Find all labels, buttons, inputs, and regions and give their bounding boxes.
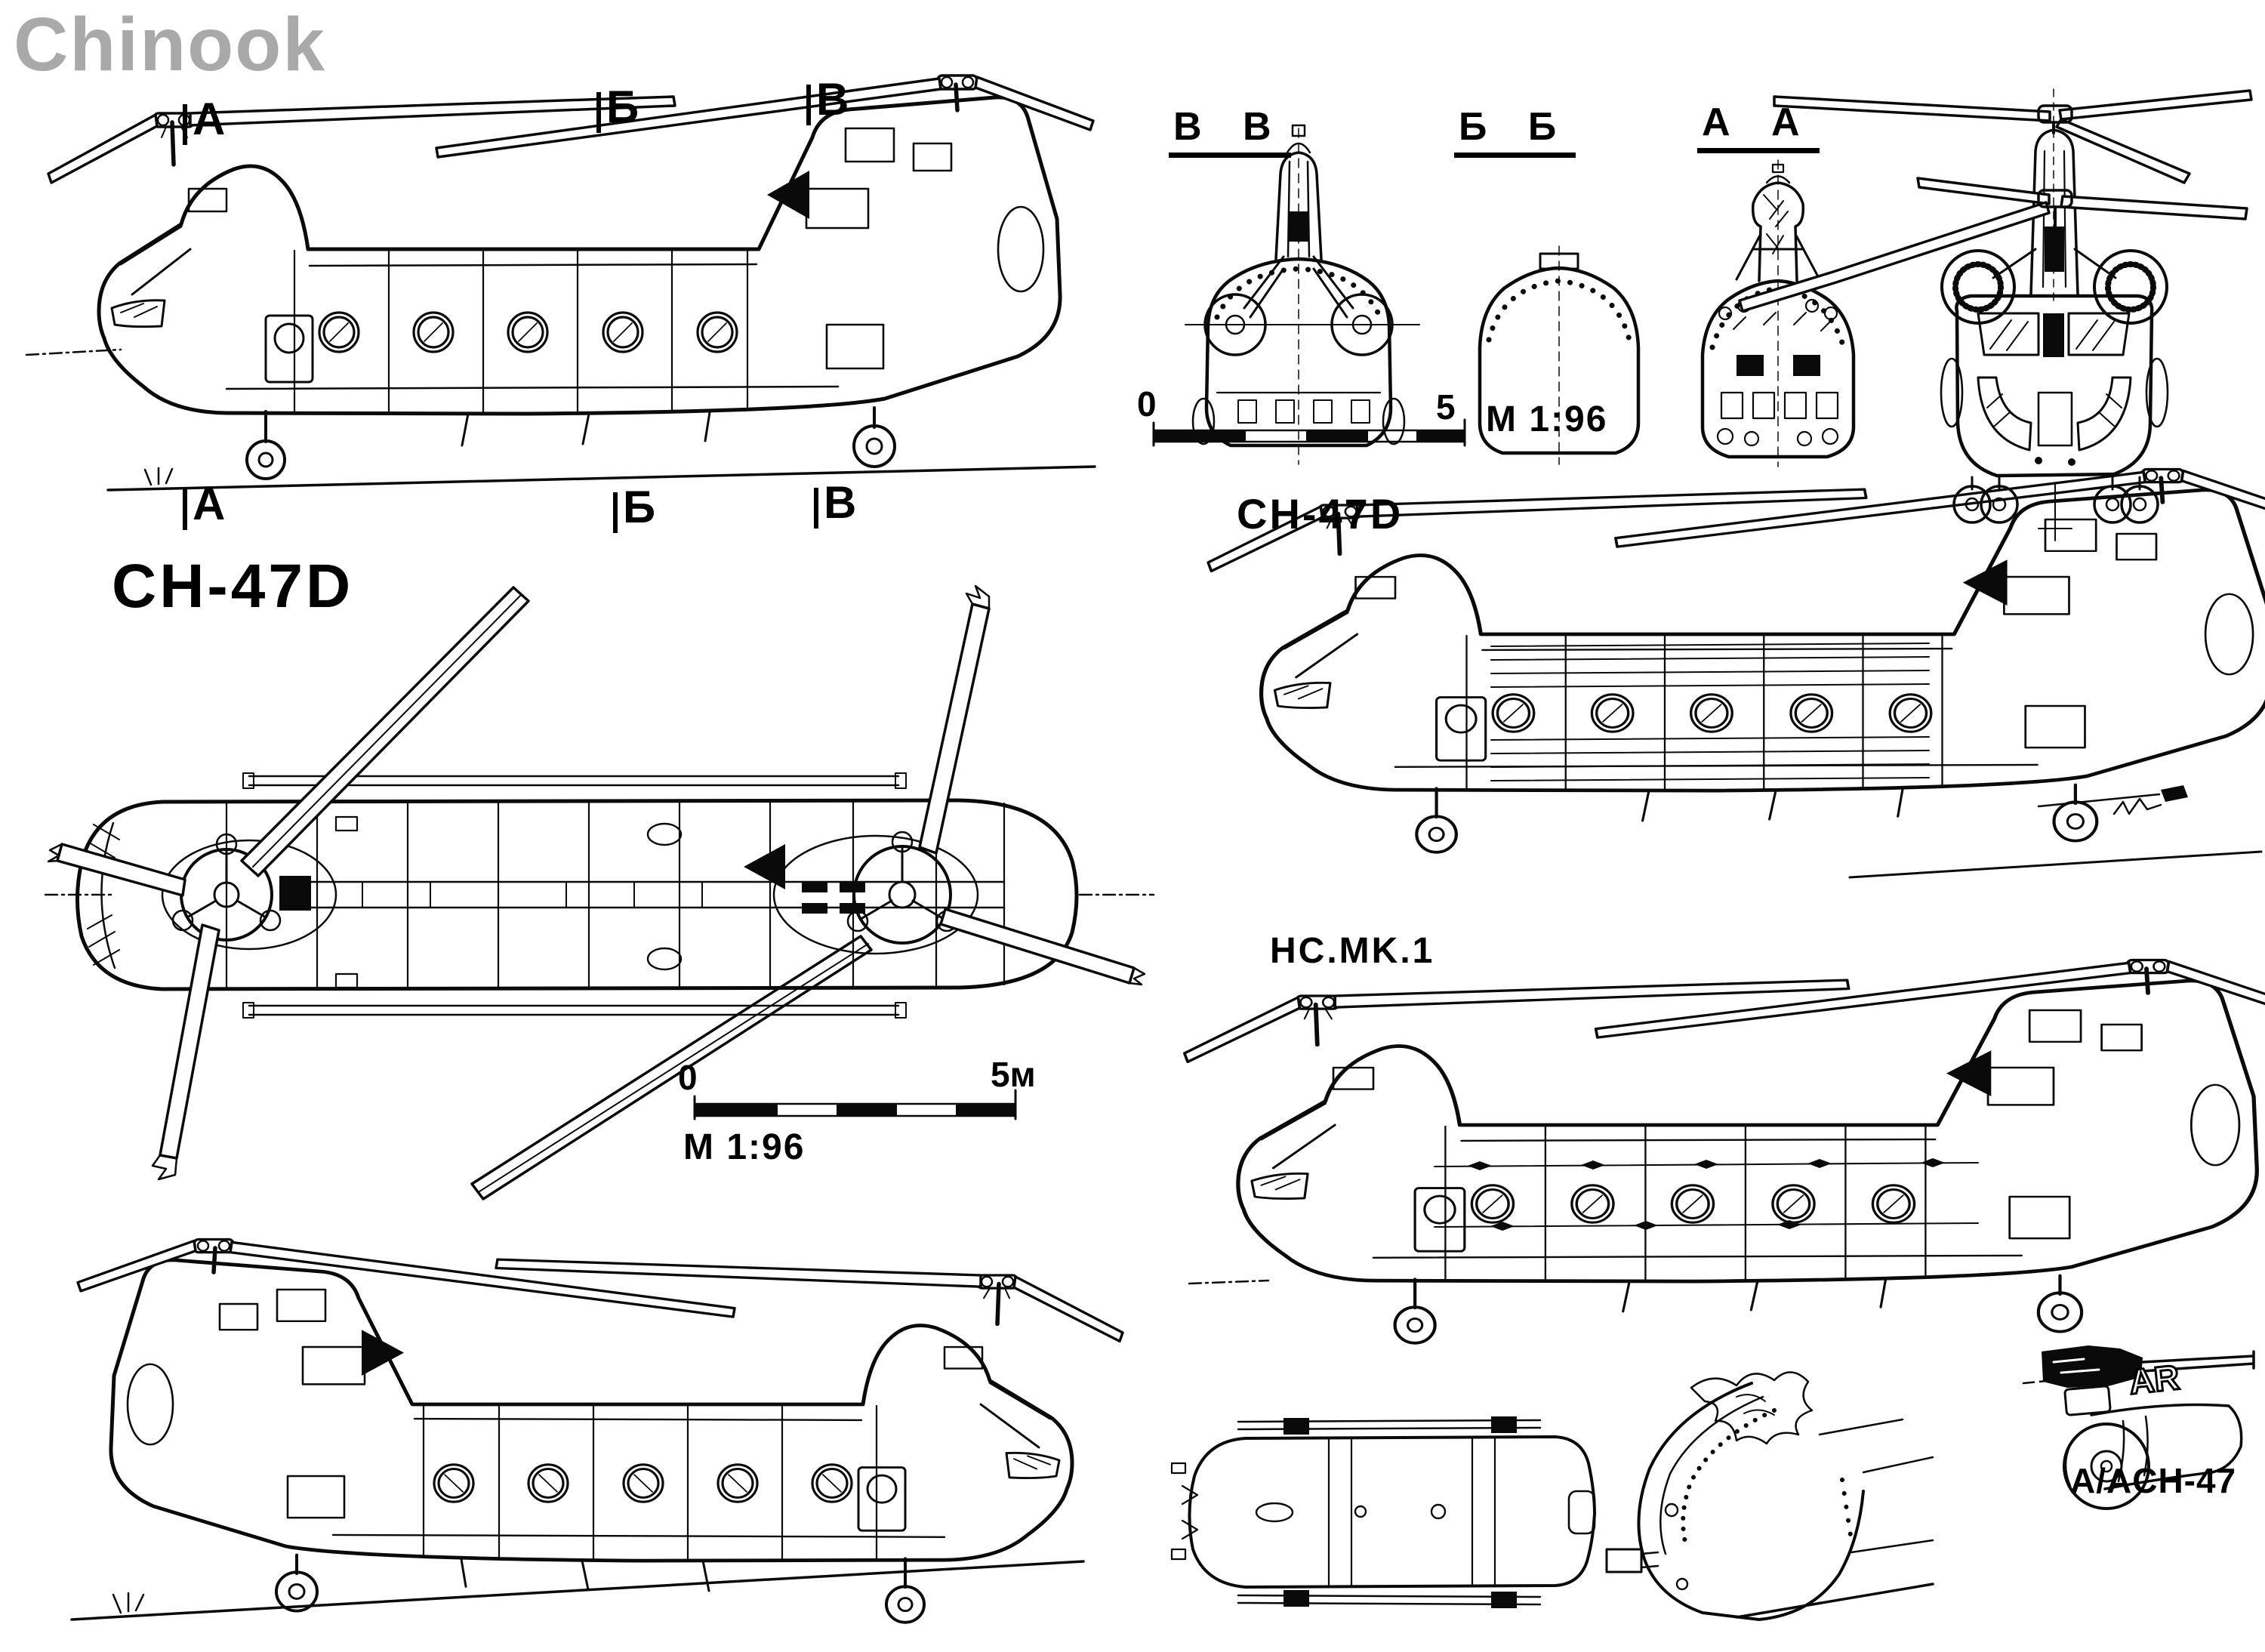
cross-section-label-vv: В В <box>1169 107 1291 158</box>
front-view <box>1740 89 2251 541</box>
section-tick <box>183 104 187 145</box>
gunship-variant-label: A/ACH-47 <box>2070 1461 2237 1500</box>
cross-section-aa <box>1703 160 1854 467</box>
section-marker-v-top: В <box>806 77 849 125</box>
page-title: Chinook <box>14 2 326 87</box>
scale2-start: 0 <box>678 1058 698 1097</box>
cross-section-label-bb: Б Б <box>1454 107 1576 158</box>
cutaway-model-label: CH-47D <box>1237 490 1404 538</box>
scale1-ratio: M 1:96 <box>1486 399 1608 439</box>
section-marker-v-bottom: В <box>814 480 856 529</box>
hc-variant-label: HC.MK.1 <box>1270 931 1435 971</box>
section-tick <box>814 488 818 529</box>
scale2-end: 5м <box>991 1055 1036 1094</box>
section-marker-a-top: A <box>183 97 225 145</box>
cross-section-vv <box>1185 125 1419 464</box>
scale2-ratio: M 1:96 <box>683 1127 806 1167</box>
section-marker-a-bottom: A <box>183 482 225 530</box>
side-view-ch47d-starboard <box>72 1240 1123 1623</box>
nose-detail <box>1607 1372 1933 1620</box>
pod-marking-label: AR <box>2127 1357 2181 1402</box>
section-tick <box>806 85 811 125</box>
section-tick <box>183 489 187 530</box>
main-model-label: CH-47D <box>112 552 354 621</box>
section-marker-b-bottom: Б <box>613 485 655 533</box>
artist-signature <box>2038 785 2188 814</box>
scale1-start: 0 <box>1137 384 1157 424</box>
section-tick <box>613 492 618 533</box>
cross-section-label-aa: А А <box>1697 103 1820 153</box>
scale-bar-top <box>1154 420 1465 445</box>
scale1-end: 5 <box>1436 387 1456 427</box>
scale-bar-middle <box>695 1090 1015 1119</box>
section-marker-b-top: Б <box>596 85 639 133</box>
small-plan-view <box>1172 1416 1595 1608</box>
side-view-hcmk1 <box>1185 960 2265 1343</box>
section-tick <box>596 92 601 133</box>
